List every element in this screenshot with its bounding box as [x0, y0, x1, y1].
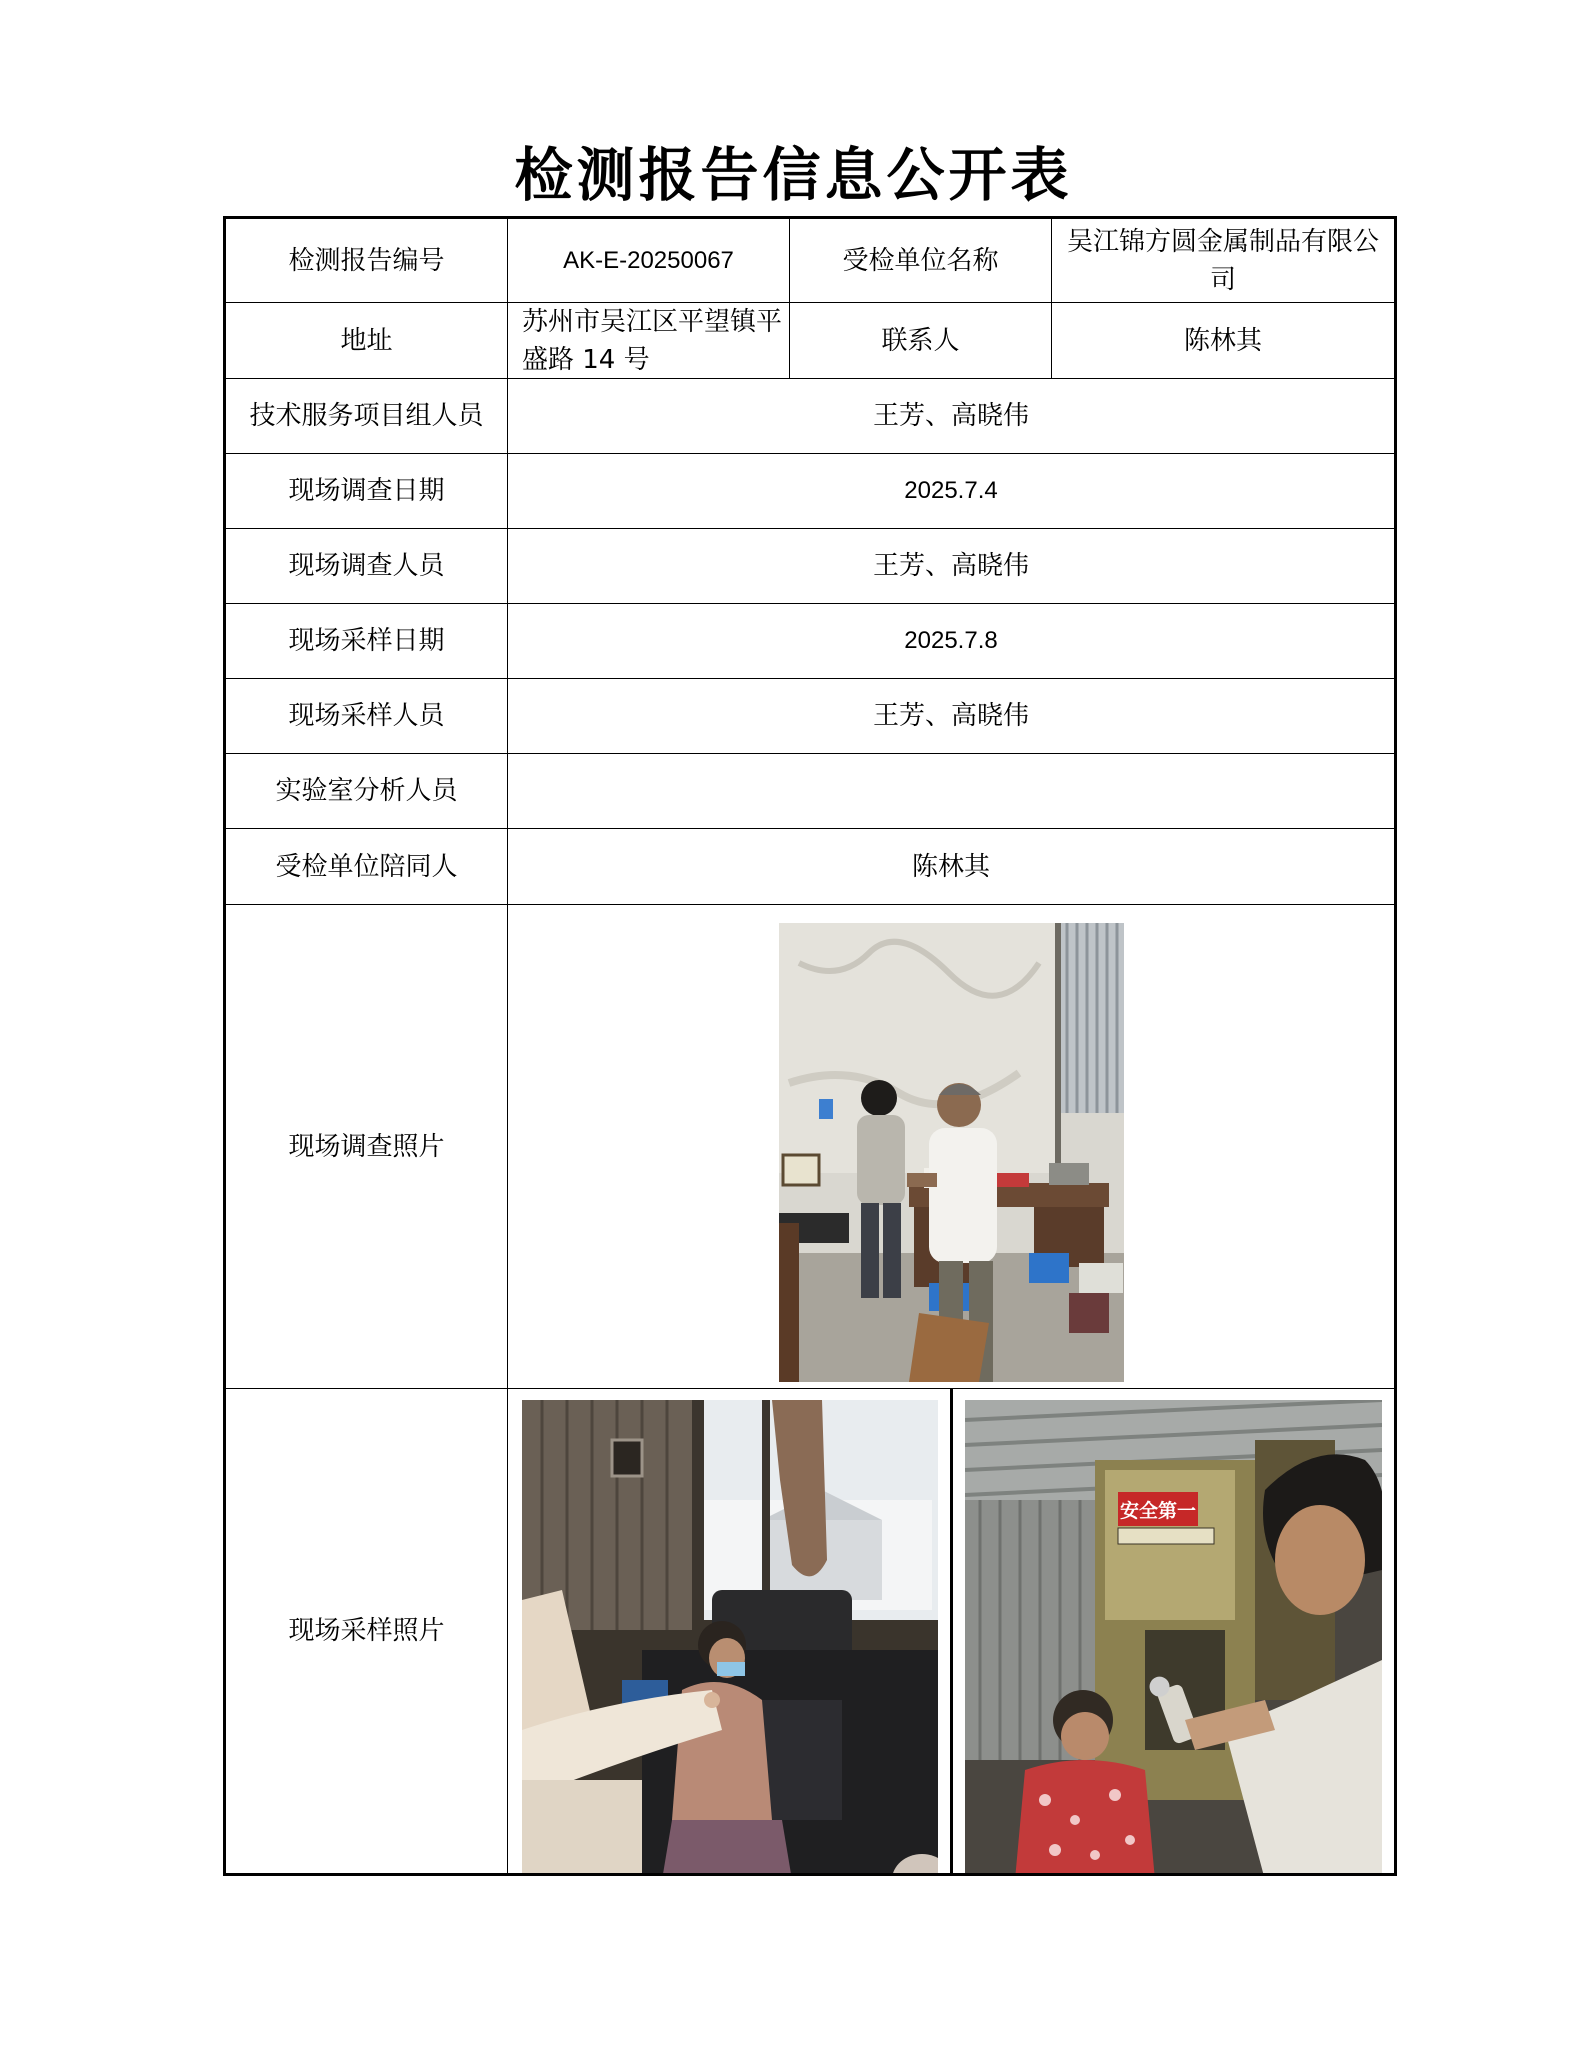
team-value: 王芳、高晓伟	[508, 379, 1394, 454]
unit-name-label: 受检单位名称	[790, 219, 1052, 303]
sampling-photo-cell	[508, 1389, 1394, 1873]
photo-divider	[950, 1389, 953, 1873]
survey-staff-label: 现场调查人员	[226, 529, 508, 604]
report-no-label: 检测报告编号	[226, 219, 508, 303]
page-title: 检测报告信息公开表	[514, 141, 1073, 209]
contact-label: 联系人	[790, 303, 1052, 379]
unit-name-value: 吴江锦方圆金属制品有限公司	[1052, 219, 1394, 303]
sampling-staff-label: 现场采样人员	[226, 679, 508, 754]
contact-value: 陈林其	[1052, 303, 1394, 379]
report-no-value: AK-E-20250067	[508, 219, 790, 303]
sampling-date-value: 2025.7.8	[508, 604, 1394, 679]
survey-staff-value: 王芳、高晓伟	[508, 529, 1394, 604]
survey-photo-cell	[508, 905, 1394, 1389]
team-label: 技术服务项目组人员	[226, 379, 508, 454]
address-value: 苏州市吴江区平望镇平盛路 14 号	[508, 303, 790, 379]
escort-label: 受检单位陪同人	[226, 829, 508, 905]
survey-date-label: 现场调查日期	[226, 454, 508, 529]
lab-staff-value	[508, 754, 1394, 829]
survey-date-value: 2025.7.4	[508, 454, 1394, 529]
sampling-photo-label: 现场采样照片	[226, 1389, 508, 1873]
address-label: 地址	[226, 303, 508, 379]
escort-value: 陈林其	[508, 829, 1394, 905]
survey-photo-label: 现场调查照片	[226, 905, 508, 1389]
lab-staff-label: 实验室分析人员	[226, 754, 508, 829]
sampling-date-label: 现场采样日期	[226, 604, 508, 679]
sampling-photo-right	[965, 1400, 1382, 1873]
sampling-staff-value: 王芳、高晓伟	[508, 679, 1394, 754]
survey-photo	[779, 923, 1124, 1382]
info-table	[223, 216, 1397, 1876]
sampling-photo-left	[522, 1400, 938, 1873]
safety-sign-text: 安全第一	[1119, 1500, 1197, 1522]
